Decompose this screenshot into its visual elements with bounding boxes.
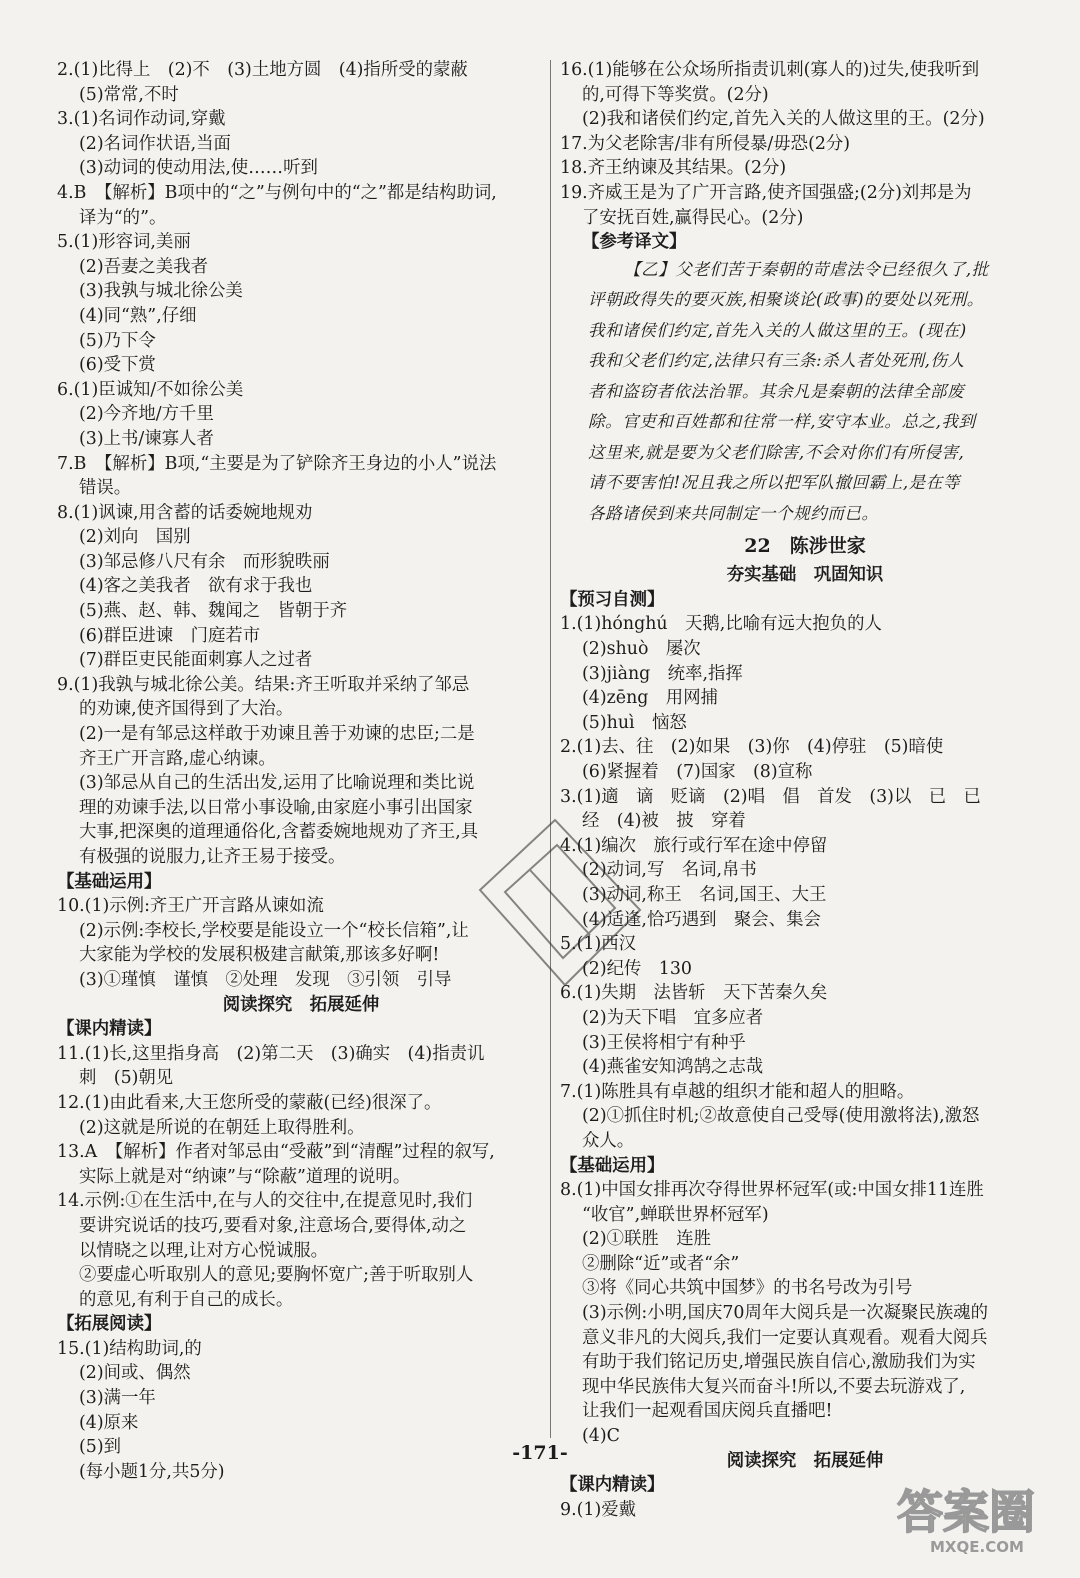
text-line: 译为“的”。 [79,207,167,228]
column-divider [550,60,551,1438]
text-line: ③将《同心共筑中国梦》的书名号改为引号 [582,1278,913,1299]
text-line: 【乙】父老们苦于秦朝的苛虐法令已经很久了,批 [624,259,989,279]
text-line: (2)吾妻之美我者 [79,256,208,277]
text-line: (2)我和诸侯们约定,首先入关的人做这里的王。(2分) [582,109,985,130]
text-line: (2)一是有邹忌这样敢于劝谏且善于劝谏的忠臣;二是 [79,724,475,745]
text-line: 2.(1)比得上 (2)不 (3)土地方圆 (4)指所受的蒙蔽 [57,60,468,80]
text-line: 的,可得下等奖赏。(2分) [582,84,769,105]
text-line: 【基础运用】 [560,1155,665,1176]
text-line: 7.B 【解析】B项,“主要是为了铲除齐王身边的小人”说法 [57,453,497,474]
text-line: 15.(1)结构助词,的 [57,1338,202,1359]
text-line: (5)huì 恼怒 [582,712,687,733]
text-line: (2)纪传 130 [582,958,692,979]
text-line: 【课内精读】 [57,1019,162,1040]
text-line: 众人。 [582,1130,635,1151]
text-line: (4)zēng 用网捕 [582,688,718,709]
text-line: (2)①抓住时机;②故意使自己受辱(使用激将法),激怒 [582,1106,980,1127]
text-line: ②要虚心听取别人的意见;要胸怀宽广;善于听取别人 [79,1265,474,1286]
text-line: 阅读探究 拓展延伸 [726,1450,884,1471]
text-line: 评朝政得失的要灭族,相聚谈论(政事)的要处以死刑。 [588,290,984,310]
text-line: 9.(1)爱戴 [560,1499,637,1520]
text-line: (5)常常,不时 [79,84,179,105]
text-line: (5)乃下令 [79,330,156,351]
text-line: (2)示例:李校长,学校要是能设立一个“校长信箱”,让 [79,920,469,941]
text-line: (2)①联胜 连胜 [582,1229,711,1250]
text-line: (4)燕雀安知鸿鹄之志哉 [582,1057,764,1078]
text-line: (每小题1分,共5分) [79,1461,225,1482]
text-line: 12.(1)由此看来,大王您所受的蒙蔽(已经)很深了。 [57,1092,442,1113]
left-column [57,58,545,1484]
text-line: 8.(1)中国女排再次夺得世界杯冠军(或:中国女排11连胜 [560,1180,984,1201]
text-line: 刺 (5)朝见 [79,1068,174,1089]
text-line: 请不要害怕!况且我之所以把军队撤回霸上,是在等 [588,473,960,493]
text-line: 5.(1)形容词,美丽 [57,232,191,253]
text-line: 我和父老们约定,法律只有三条:杀人者处死刑,伤人 [588,351,965,371]
text-line: 阅读探究 拓展延伸 [222,994,380,1015]
text-line: (6)紧握着 (7)国家 (8)宣称 [582,762,813,782]
text-line: 了安抚百姓,赢得民心。(2分) [582,207,804,228]
text-line: 实际上就是对“纳谏”与“除蔽”道理的说明。 [79,1166,411,1187]
text-line: 4.(1)编次 旅行或行军在途中停留 [560,835,828,856]
text-line: (4)适逢,恰巧遇到 聚会、集会 [582,909,821,930]
text-line: (5)燕、赵、韩、魏闻之 皆朝于齐 [79,601,348,622]
text-line: (3)我孰与城北徐公美 [79,281,243,302]
text-line: 4.B 【解析】B项中的“之”与例句中的“之”都是结构助词, [57,182,497,203]
text-line: 2.(1)去、往 (2)如果 (3)你 (4)停驻 (5)暗使 [560,737,944,758]
text-line: 7.(1)陈胜具有卓越的组织才能和超人的胆略。 [560,1081,915,1102]
text-line: 13.A 【解析】作者对邹忌由“受蔽”到“清醒”过程的叙写, [57,1142,495,1163]
text-line: 错误。 [79,478,132,499]
text-line: (3)上书/谏寡人者 [79,428,214,449]
text-line: 11.(1)长,这里指身高 (2)第二天 (3)确实 (4)指责讥 [57,1043,485,1064]
right-column [560,58,1050,1522]
text-line: 经 (4)被 披 穿着 [582,811,746,832]
text-line: 夯实基础 巩固知识 [726,565,884,586]
text-line: 3.(1)名词作动词,穿戴 [57,109,226,130]
text-line: 我和诸侯们约定,首先入关的人做这里的王。(现在) [588,320,967,340]
text-line: (6)受下赏 [79,355,156,376]
text-line: 【基础运用】 [57,871,162,892]
text-line: (3)满一年 [79,1388,156,1409]
text-line: 5.(1)西汉 [560,934,637,955]
text-line: (2)今齐地/方千里 [79,404,214,425]
text-line: 的意见,有利于自己的成长。 [79,1289,294,1310]
text-line: (4)原来 [79,1412,139,1433]
text-line: 理的劝谏手法,以日常小事设喻,由家庭小事引出国家 [79,797,473,818]
text-line: 【预习自测】 [560,589,665,610]
text-line: 现中华民族伟大复兴而奋斗!所以,不要去玩游戏了, [582,1376,966,1397]
watermark-text: 答案圈 [897,1485,1035,1539]
text-line: 9.(1)我孰与城北徐公美。结果:齐王听取并采纳了邹忌 [57,674,470,695]
text-line: 17.为父老除害/非有所侵暴/毋恐(2分) [560,133,851,154]
text-line: 14.示例:①在生活中,在与人的交往中,在提意见时,我们 [57,1191,473,1212]
text-line: ②删除“近”或者“余” [582,1253,740,1274]
text-line: 8.(1)讽谏,用含蓄的话委婉地规劝 [57,502,313,523]
text-line: (6)群臣进谏 门庭若市 [79,625,261,646]
text-line: (4)客之美我者 欲有求于我也 [79,576,313,597]
text-line: 10.(1)示例:齐王广开言路从谏如流 [57,896,324,917]
text-line: (2)为天下唱 宜多应者 [582,1007,764,1028]
text-line: (5)到 [79,1437,122,1458]
text-line: 6.(1)失期 法皆斩 天下苦秦久矣 [560,983,828,1004]
text-line: 1.(1)hónghú 天鹅,比喻有远大抱负的人 [560,614,882,635]
text-line: (4)同“熟”,仔细 [79,305,197,326]
text-line: (3)王侯将相宁有种乎 [582,1032,746,1053]
text-line: 18.齐王纳谏及其结果。(2分) [560,158,787,179]
text-line: 19.齐威王是为了广开言路,使齐国强盛;(2分)刘邦是为 [560,182,972,203]
text-line: 齐王广开言路,虚心纳谏。 [79,748,276,769]
text-line: 有助于我们铭记历史,增强民族自信心,激励我们为实 [582,1352,976,1373]
text-line: (3)邹忌修八尺有余 而形貌昳丽 [79,551,330,572]
text-line: 有极强的说服力,让齐王易于接受。 [79,847,346,867]
text-line: (3)动词,称王 名词,国王、大王 [582,884,827,905]
text-line: 以情晓之以理,让对方心悦诚服。 [79,1240,328,1261]
text-line: (3)动词的使动用法,使……听到 [79,158,318,179]
text-line: (2)shuò 屡次 [582,639,701,660]
watermark-url: MXQE.COM [930,1538,1024,1556]
text-line: 【课内精读】 [560,1475,665,1496]
text-line: (3)jiàng 统率,指挥 [582,663,743,684]
text-line: (3)示例:小明,国庆70周年大阅兵是一次凝聚民族魂的 [582,1303,988,1324]
text-line: (2)刘向 国别 [79,527,191,548]
text-line: (3)①瑾慎 谨慎 ②处理 发现 ③引领 引导 [79,969,452,990]
text-line: (4)C [582,1426,620,1447]
page-number: -171- [512,1442,568,1464]
text-line: 者和盗窃者依法治罪。其余凡是秦朝的法律全部废 [588,381,965,401]
text-line: (2)这就是所说的在朝廷上取得胜利。 [79,1117,365,1138]
text-line: (7)群臣吏民能面刺寡人之过者 [79,650,313,671]
text-line: 要讲究说话的技巧,要看对象,注意场合,要得体,动之 [79,1215,467,1236]
text-line: 大事,把深奥的道理通俗化,含蓄委婉地规劝了齐王,具 [79,822,479,843]
text-line: 这里来,就是要为父老们除害,不会对你们有所侵害, [588,442,965,462]
text-line: 的劝谏,使齐国得到了大治。 [79,699,294,720]
text-line: 除。官吏和百姓都和往常一样,安守本业。总之,我到 [588,412,976,432]
text-line: 各路诸侯到来共同制定一个规约而已。 [588,503,879,523]
text-line: (2)名词作状语,当面 [79,133,231,154]
text-line: 大家能为学校的发展积极建言献策,那该多好啊! [79,945,440,966]
text-line: “收官”,蝉联世界杯冠军) [582,1204,769,1225]
text-line: 22 陈涉世家 [744,535,866,558]
text-line: 【参考译文】 [582,232,687,253]
text-line: (2)动词,写 名词,帛书 [582,860,757,881]
text-line: 6.(1)臣诚知/不如徐公美 [57,379,244,400]
text-line: 3.(1)適 谪 贬谪 (2)唱 倡 首发 (3)以 已 已 [560,786,981,807]
stamp-mark [460,800,660,1010]
watermark-logo [892,1478,1062,1558]
text-line: (2)间或、偶然 [79,1363,191,1384]
text-line: 16.(1)能够在公众场所指责讥刺(寡人的)过失,使我听到 [560,60,980,80]
text-line: (3)邹忌从自己的生活出发,运用了比喻说理和类比说 [79,773,475,794]
text-line: 让我们一起观看国庆阅兵直播吧! [582,1401,833,1422]
text-line: 【拓展阅读】 [57,1314,162,1335]
text-line: 意义非凡的大阅兵,我们一定要认真观看。观看大阅兵 [582,1327,988,1348]
